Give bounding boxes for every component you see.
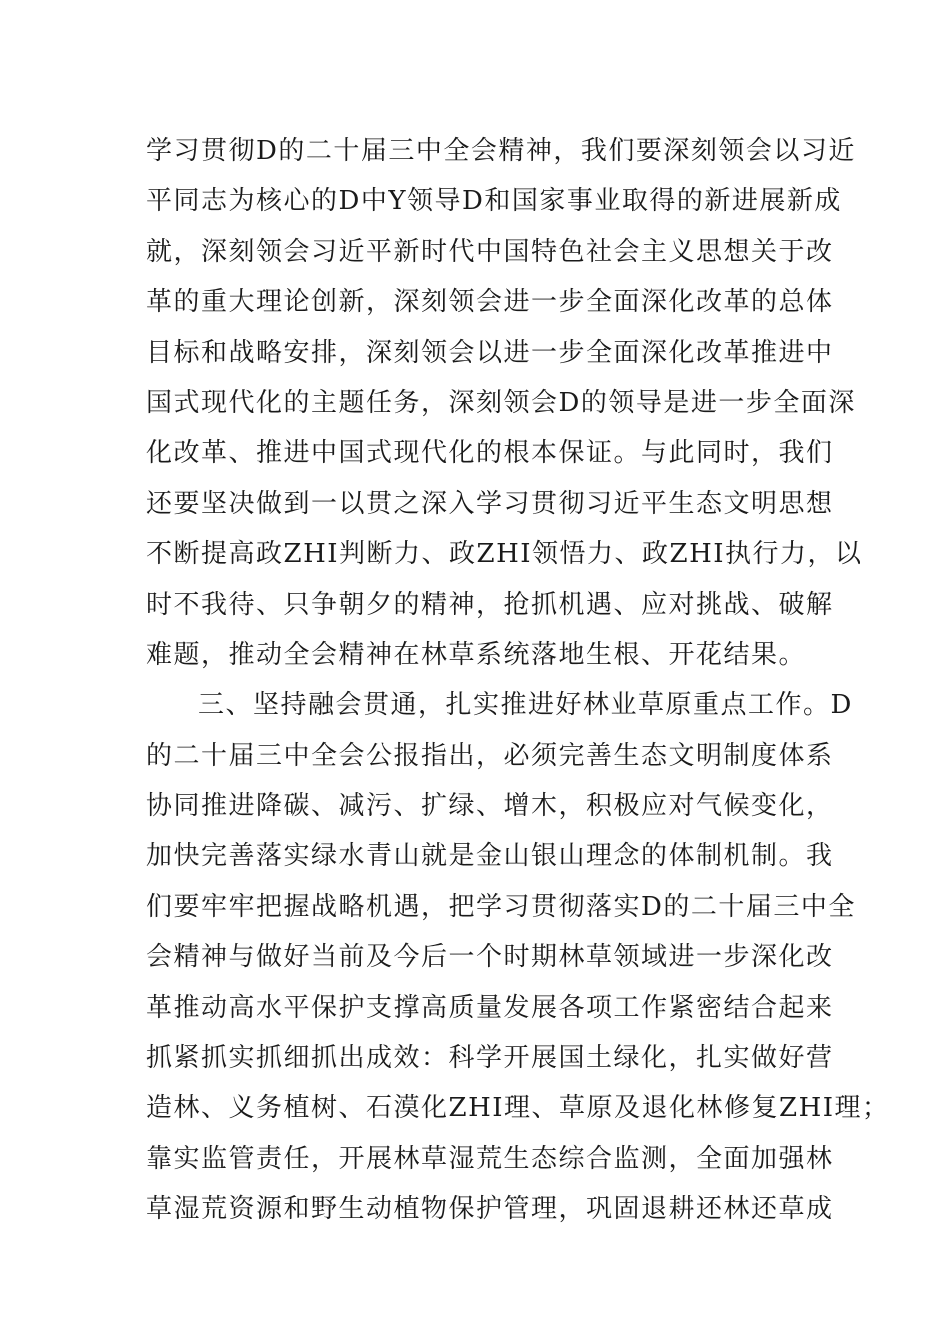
text-line: 化改革、推进中国式现代化的根本保证。与此同时，我们: [146, 438, 834, 469]
text-line: 抓紧抓实抓细抓出成效：科学开展国土绿化，扎实做好营: [146, 1043, 834, 1074]
text-line: 平同志为核心的D中Y领导D和国家事业取得的新进展新成: [146, 186, 842, 217]
text-line: 草湿荒资源和野生动植物保护管理，巩固退耕还林还草成: [146, 1194, 834, 1225]
text-line: 就，深刻领会习近平新时代中国特色社会主义思想关于改: [146, 236, 834, 267]
text-line: 靠实监管责任，开展林草湿荒生态综合监测，全面加强林: [146, 1143, 834, 1174]
text-line: 们要牢牢把握战略机遇，把学习贯彻落实D的二十届三中全: [146, 891, 856, 922]
text-line: 会精神与做好当前及今后一个时期林草领域进一步深化改: [146, 942, 834, 973]
text-line: 协同推进降碳、减污、扩绿、增木，积极应对气候变化，: [146, 791, 834, 822]
text-line: 难题，推动全会精神在林草系统落地生根、开花结果。: [146, 639, 807, 670]
text-line: 时不我待、只争朝夕的精神，抢抓机遇、应对挑战、破解: [146, 589, 834, 620]
text-line: 目标和战略安排，深刻领会以进一步全面深化改革推进中: [146, 337, 834, 368]
text-line: 加快完善落实绿水青山就是金山银山理念的体制机制。我: [146, 841, 834, 872]
text-line: 还要坚决做到一以贯之深入学习贯彻习近平生态文明思想: [146, 488, 834, 519]
text-line: 革的重大理论创新，深刻领会进一步全面深化改革的总体: [146, 287, 834, 318]
section-heading-line: 三、坚持融会贯通，扎实推进好林业草原重点工作。D: [198, 690, 853, 721]
body-text: [146, 126, 890, 1235]
text-line: 国式现代化的主题任务，深刻领会D的领导是进一步全面深: [146, 387, 856, 418]
text-line: 不断提高政ZHI判断力、政ZHI领悟力、政ZHI执行力，以: [146, 539, 863, 570]
text-line: 学习贯彻D的二十届三中全会精神，我们要深刻领会以习近: [146, 136, 856, 166]
text-line: 革推动高水平保护支撑高质量发展各项工作紧密结合起来: [146, 992, 834, 1023]
text-line: 造林、义务植树、石漠化ZHI理、草原及退化林修复ZHI理；: [146, 1093, 890, 1124]
text-line: 的二十届三中全会公报指出，必须完善生态文明制度体系: [146, 740, 834, 771]
